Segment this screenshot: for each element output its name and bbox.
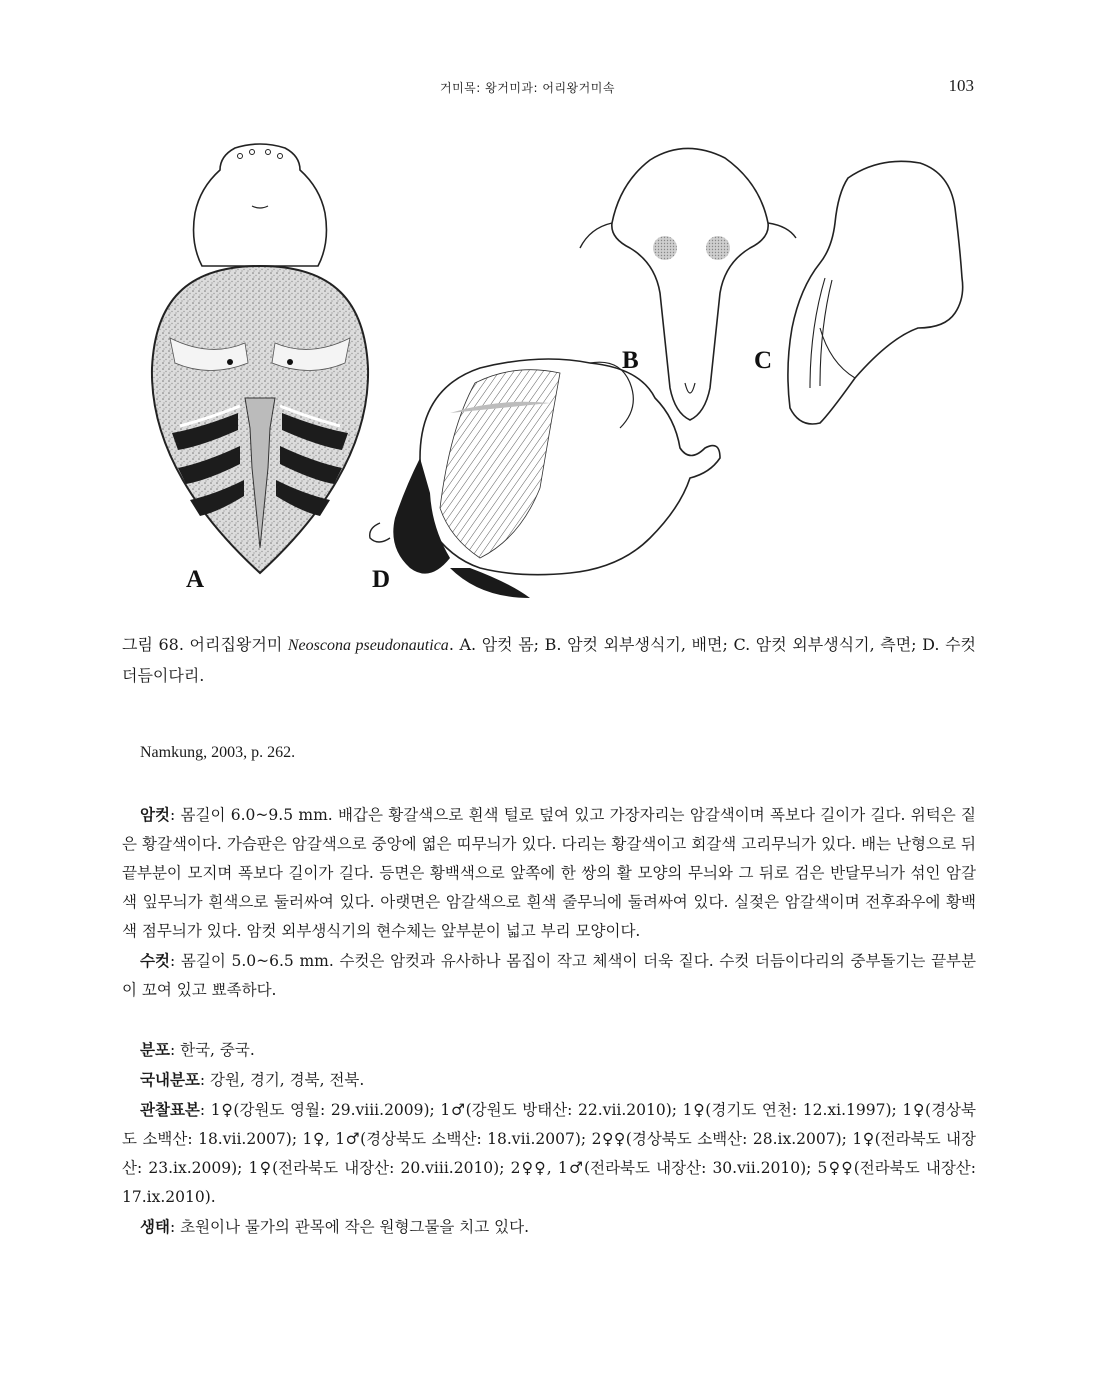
- distribution: [122, 1035, 976, 1065]
- distribution-text: : 한국, 중국.: [169, 1041, 255, 1059]
- panel-label-d: D: [372, 566, 391, 593]
- ecology-text: : 초원이나 물가의 관목에 작은 원형그물을 치고 있다.: [169, 1218, 530, 1236]
- ecology: [122, 1212, 976, 1242]
- figure-caption: [122, 630, 976, 691]
- panel-label-a: A: [186, 566, 205, 593]
- section-gap: [122, 1005, 976, 1035]
- panel-label-b: B: [622, 347, 639, 374]
- female-description: [122, 800, 976, 946]
- figure-illustration: [120, 128, 980, 608]
- panel-a-female-body: [152, 144, 368, 573]
- ecology-label: 생태: [140, 1217, 170, 1236]
- panel-c-epigyne-lateral: [788, 161, 963, 424]
- domestic-label: 국내분포: [140, 1070, 200, 1089]
- figure-68: [120, 128, 980, 608]
- caption-species: Neoscona pseudonautica: [287, 637, 449, 654]
- female-label: 암컷: [140, 805, 170, 824]
- caption-prefix: 그림 68. 어리집왕거미: [122, 635, 288, 654]
- male-description: [122, 946, 976, 1005]
- female-text: : 몸길이 6.0~9.5 mm. 배갑은 황갈색으로 흰색 털로 덮여 있고 가장자리는 암갈색이며 폭보다 길이가 길다. 위턱은 짙은 황갈색이다. 가슴판은 암갈색으로 중앙에 엷은 띠무늬가 있다. 다리는 황갈색이고 회갈색 고리무늬가 있다. 배는 난형으로 뒤 끝부분이 모지며 폭보다 길이가 길다. 등면은 황백색으로 앞쪽에 한 쌍의 활 모양의 무늬와 그 뒤로 검은 반달무늬가 섞인 암갈색 잎무늬가 흰색으로 둘러싸여 있다. 아랫면은 암갈색으로 흰색 줄무늬에 둘려싸여 있다. 실젖은 암갈색이며 전후좌우에 황백색 점무늬가 있다. 암컷 외부생식기의 현수체는 앞부분이 넓고 부리 모양이다.: [122, 806, 976, 940]
- domestic-distribution: [122, 1065, 976, 1095]
- caption-suffix: . A. 암컷 몸; B. 암컷 외부생식기, 배면; C. 암컷 외부생식기, 측면; D. 수컷 더듬이다리.: [122, 635, 977, 685]
- running-title: 거미목: 왕거미과: 어리왕거미속: [440, 81, 615, 95]
- male-text: : 몸길이 5.0~6.5 mm. 수컷은 암컷과 유사하나 몸집이 작고 체색이 더욱 짙다. 수컷 더듬이다리의 중부돌기는 끝부분이 꼬여 있고 뾰족하다.: [122, 952, 976, 999]
- panel-d-male-palp: [370, 359, 720, 598]
- running-head: [0, 76, 1100, 98]
- examined-specimens: [122, 1095, 976, 1212]
- reference-citation: Namkung, 2003, p. 262.: [140, 744, 296, 761]
- distribution-label: 분포: [140, 1040, 170, 1059]
- page-number: 103: [948, 76, 974, 95]
- specimens-label: 관찰표본: [140, 1100, 200, 1119]
- male-label: 수컷: [140, 951, 170, 970]
- specimens-text: : 1♀(강원도 영월: 29.viii.2009); 1♂(강원도 방태산: 22.vii.2010); 1♀(경기도 연천: 12.xi.1997); 1♀(경상북도 소백산: 18.vii.2007); 1♀, 1♂(경상북도 소백산: 18.vii.2007); 2♀♀(경상북도 소백산: 28.ix.2007); 1♀(전라북도 내장산: 23.ix.2009); 1♀(전라북도 내장산: 20.viii.2010); 2♀♀, 1♂(전라북도 내장산: 30.vii.2010); 5♀♀(전라북도 내장산: 17.ix.2010).: [122, 1101, 976, 1206]
- panel-label-c: C: [754, 347, 773, 374]
- domestic-text: : 강원, 경기, 경북, 전북.: [199, 1071, 365, 1089]
- species-description: [122, 800, 976, 1242]
